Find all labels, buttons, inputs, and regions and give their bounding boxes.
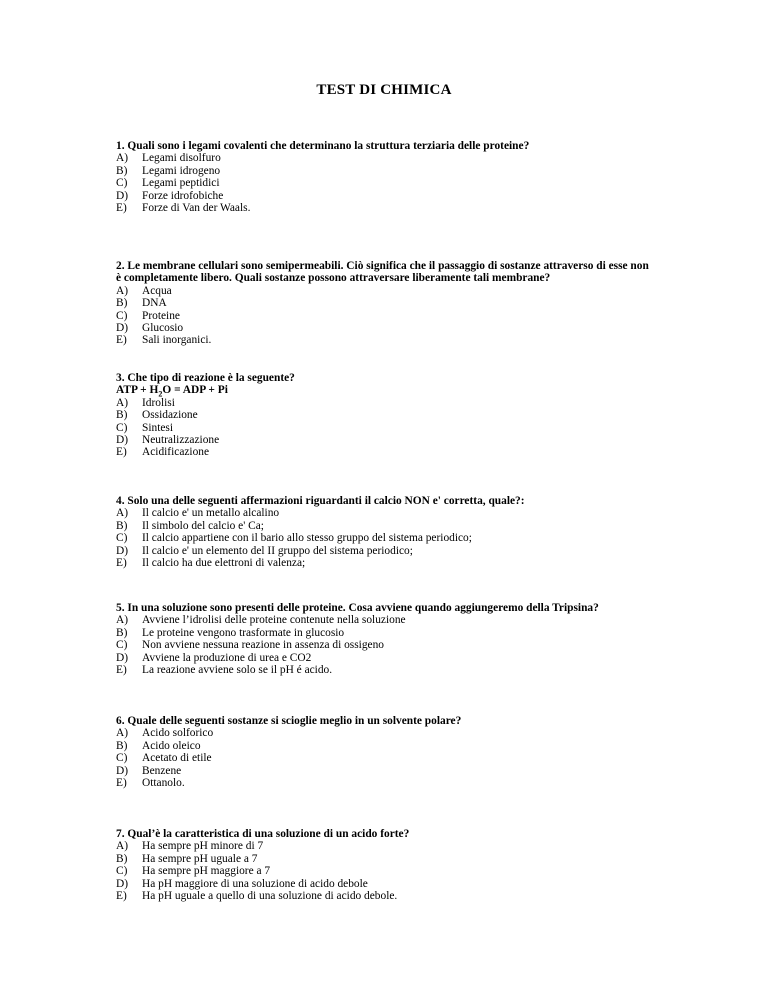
- option-a: [116, 840, 656, 852]
- question-6: [116, 715, 656, 789]
- option-text: Ha pH uguale a quello di una soluzione di acido debole.: [142, 890, 398, 903]
- option-letter: E): [116, 664, 127, 677]
- option-e: [116, 334, 656, 346]
- option-letter: B): [116, 519, 128, 532]
- option-text: Proteine: [142, 309, 180, 322]
- option-text: Acqua: [142, 284, 172, 297]
- option-letter: C): [116, 421, 128, 434]
- option-letter: A): [116, 614, 129, 627]
- question-text: 4. Solo una delle seguenti affermazioni riguardanti il calcio NON e' corretta, quale?:: [116, 495, 525, 507]
- option-b: [116, 853, 656, 865]
- option-text: Acetato di etile: [142, 752, 212, 765]
- option-letter: E): [116, 446, 127, 459]
- question-text: 7. Qual’è la caratteristica di una soluzione di un acido forte?: [116, 828, 410, 840]
- option-text: Il simbolo del calcio e' Ca;: [142, 519, 264, 532]
- option-letter: D): [116, 651, 129, 664]
- option-text: Acido oleico: [142, 739, 201, 752]
- option-d: [116, 434, 656, 446]
- option-c: [116, 310, 656, 322]
- option-letter: B): [116, 297, 128, 310]
- option-letter: D): [116, 434, 129, 447]
- question-4: [116, 495, 656, 569]
- option-c: [116, 752, 656, 764]
- question-text: 2. Le membrane cellulari sono semipermeabili. Ciò significa che il passaggio di sostanze attraverso di esse non è completamente libero. Quali sostanze possono attraversare liberamente tali membrane?: [116, 260, 649, 285]
- option-text: Forze di Van der Waals.: [142, 202, 251, 215]
- option-text: Benzene: [142, 764, 182, 777]
- option-c: [116, 422, 656, 434]
- option-text: Acido solforico: [142, 727, 214, 740]
- option-b: [116, 627, 656, 639]
- question-text: 3. Che tipo di reazione è la seguente?: [116, 372, 295, 384]
- option-text: DNA: [142, 297, 167, 310]
- option-text: Sali inorganici.: [142, 334, 212, 347]
- option-letter: A): [116, 727, 129, 740]
- question-text: 5. In una soluzione sono presenti delle proteine. Cosa avviene quando aggiungeremo della Tripsina?: [116, 602, 599, 614]
- option-c: [116, 177, 656, 189]
- option-text: Non avviene nessuna reazione in assenza di ossigeno: [142, 639, 384, 652]
- option-e: [116, 664, 656, 676]
- option-text: Forze idrofobiche: [142, 189, 224, 202]
- option-list: [116, 727, 656, 789]
- option-list: [116, 285, 656, 347]
- option-a: [116, 285, 656, 297]
- option-text: Acidificazione: [142, 446, 210, 459]
- option-d: [116, 190, 656, 202]
- option-text: Sintesi: [142, 421, 174, 434]
- option-letter: D): [116, 877, 129, 890]
- option-a: [116, 614, 656, 626]
- reaction-formula: [116, 384, 656, 399]
- option-letter: D): [116, 544, 129, 557]
- option-text: Legami disolfuro: [142, 152, 221, 165]
- option-text: Idrolisi: [142, 396, 175, 409]
- option-text: Neutralizzazione: [142, 434, 220, 447]
- option-letter: D): [116, 189, 129, 202]
- option-e: [116, 446, 656, 458]
- option-text: Legami idrogeno: [142, 164, 221, 177]
- option-letter: A): [116, 840, 129, 853]
- option-letter: B): [116, 739, 128, 752]
- option-letter: A): [116, 152, 129, 165]
- option-letter: A): [116, 507, 129, 520]
- option-d: [116, 765, 656, 777]
- option-b: [116, 520, 656, 532]
- option-letter: C): [116, 639, 128, 652]
- option-letter: B): [116, 852, 128, 865]
- option-letter: C): [116, 177, 128, 190]
- option-e: [116, 202, 656, 214]
- option-text: Ha sempre pH maggiore a 7: [142, 865, 271, 878]
- option-a: [116, 727, 656, 739]
- option-letter: A): [116, 284, 129, 297]
- option-text: Avviene l’idrolisi delle proteine contenute nella soluzione: [142, 614, 406, 627]
- option-text: Ottanolo.: [142, 777, 185, 790]
- option-list: [116, 152, 656, 214]
- option-letter: B): [116, 409, 128, 422]
- option-list: [116, 614, 656, 676]
- question-3: [116, 372, 656, 459]
- option-b: [116, 409, 656, 421]
- option-text: Glucosio: [142, 322, 184, 335]
- option-text: Ha pH maggiore di una soluzione di acido debole: [142, 877, 368, 890]
- option-text: Il calcio ha due elettroni di valenza;: [142, 557, 306, 570]
- option-letter: A): [116, 396, 129, 409]
- option-letter: E): [116, 890, 127, 903]
- option-text: Il calcio e' un elemento del II gruppo del sistema periodico;: [142, 544, 413, 557]
- option-text: Avviene la produzione di urea e CO2: [142, 651, 312, 664]
- option-a: [116, 152, 656, 164]
- option-letter: C): [116, 752, 128, 765]
- option-letter: E): [116, 202, 127, 215]
- option-letter: E): [116, 334, 127, 347]
- formula-part-2: O = ADP + Pi: [162, 384, 228, 397]
- question-text: 6. Quale delle seguenti sostanze si scioglie meglio in un solvente polare?: [116, 715, 462, 727]
- option-letter: C): [116, 309, 128, 322]
- option-e: [116, 777, 656, 789]
- page-title: TEST DI CHIMICA: [316, 82, 452, 98]
- option-d: [116, 878, 656, 890]
- option-text: Ha sempre pH uguale a 7: [142, 852, 258, 865]
- option-a: [116, 397, 656, 409]
- formula-subscript: 2: [158, 389, 163, 399]
- question-5: [116, 602, 656, 676]
- option-text: Ha sempre pH minore di 7: [142, 840, 264, 853]
- option-b: [116, 297, 656, 309]
- option-text: Il calcio appartiene con il bario allo stesso gruppo del sistema periodico;: [142, 532, 472, 545]
- option-d: [116, 322, 656, 334]
- option-b: [116, 165, 656, 177]
- option-letter: E): [116, 777, 127, 790]
- option-d: [116, 545, 656, 557]
- option-e: [116, 557, 656, 569]
- option-text: Ossidazione: [142, 409, 198, 422]
- option-letter: D): [116, 322, 129, 335]
- formula-part-1: ATP + H: [116, 384, 159, 397]
- option-text: Le proteine vengono trasformate in glucosio: [142, 626, 345, 639]
- option-letter: D): [116, 764, 129, 777]
- option-text: La reazione avviene solo se il pH é acido.: [142, 664, 333, 677]
- option-e: [116, 890, 656, 902]
- option-b: [116, 740, 656, 752]
- option-letter: B): [116, 164, 128, 177]
- option-list: [116, 840, 656, 902]
- option-letter: C): [116, 532, 128, 545]
- question-7: [116, 828, 656, 902]
- question-1: [116, 140, 656, 214]
- option-text: Legami peptidici: [142, 177, 220, 190]
- question-text: 1. Quali sono i legami covalenti che determinano la struttura terziaria delle proteine?: [116, 140, 530, 152]
- option-list: [116, 397, 656, 459]
- option-c: [116, 532, 656, 544]
- option-c: [116, 865, 656, 877]
- option-a: [116, 507, 656, 519]
- option-d: [116, 652, 656, 664]
- option-letter: C): [116, 865, 128, 878]
- question-2: [116, 260, 656, 347]
- option-c: [116, 639, 656, 651]
- option-list: [116, 507, 656, 569]
- option-text: Il calcio e' un metallo alcalino: [142, 507, 280, 520]
- option-letter: B): [116, 626, 128, 639]
- option-letter: E): [116, 557, 127, 570]
